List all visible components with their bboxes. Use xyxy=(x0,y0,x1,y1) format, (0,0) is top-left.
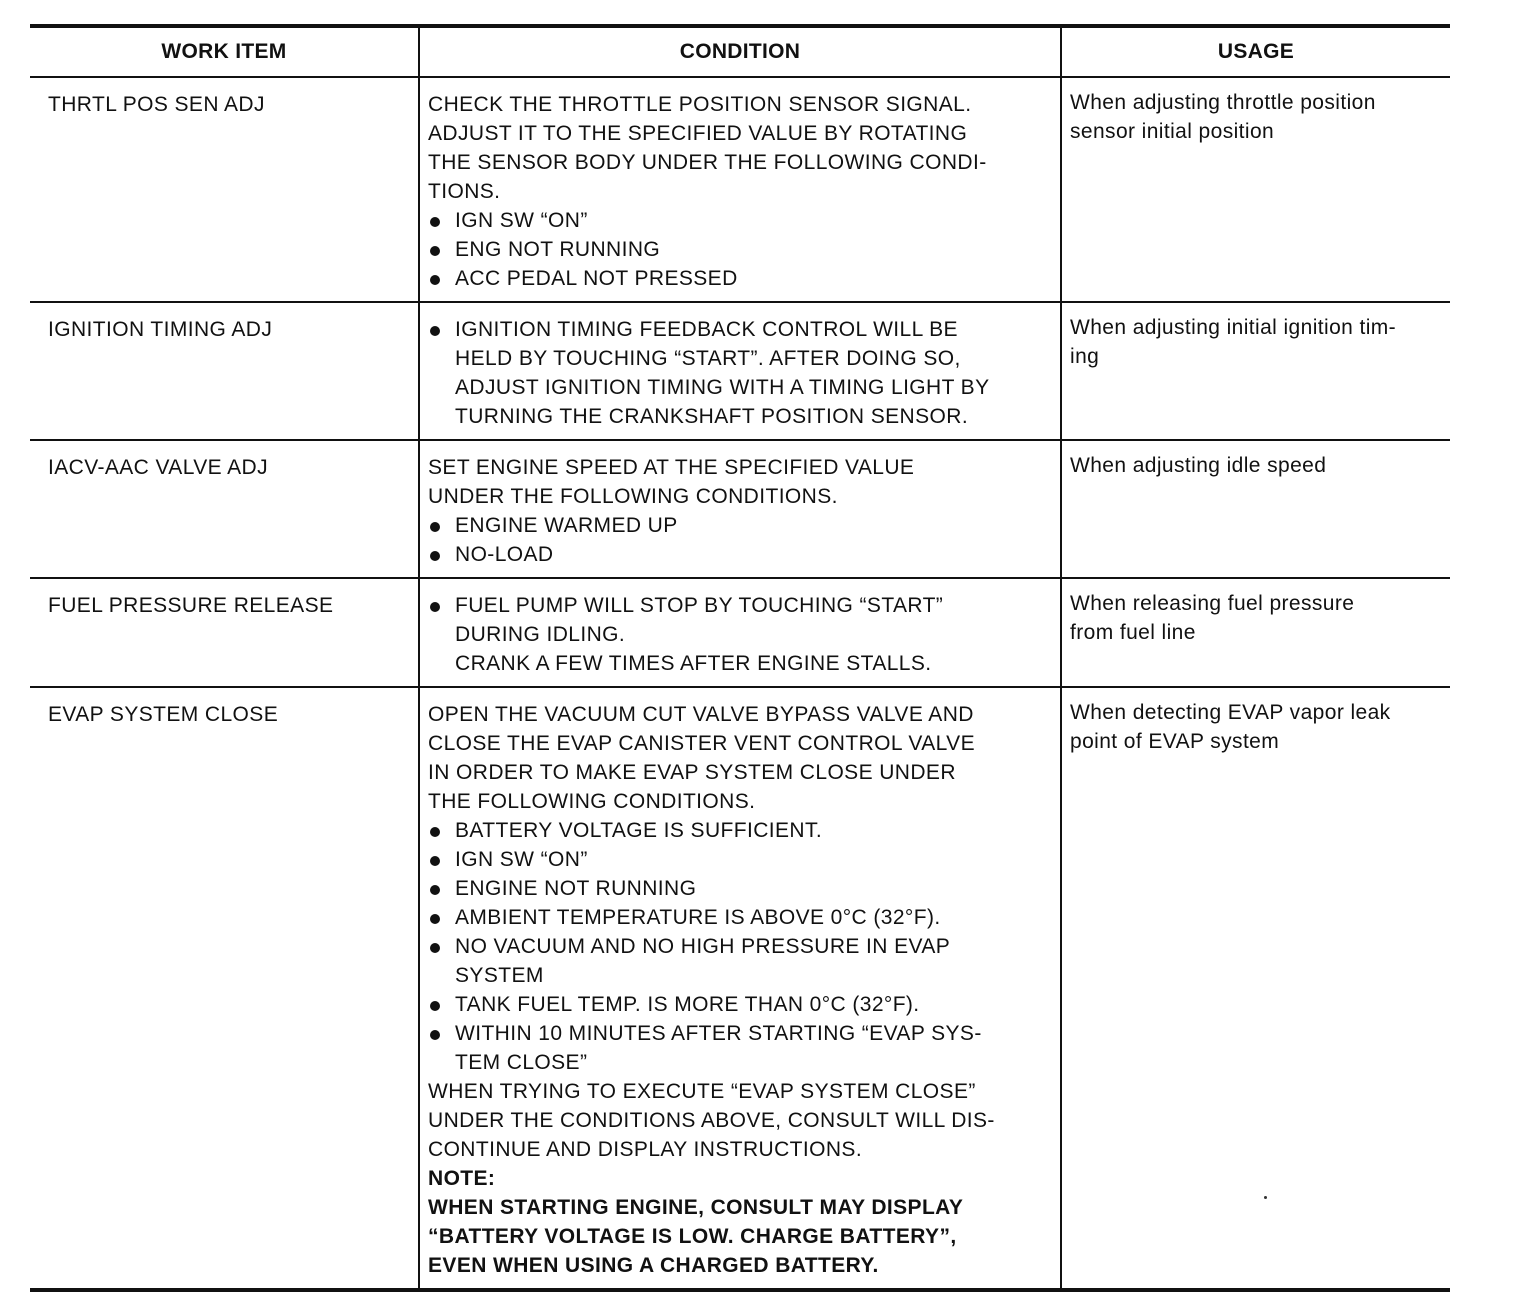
work-support-table xyxy=(30,24,1450,1292)
condition-cell xyxy=(419,302,1061,440)
usage-cell xyxy=(1061,77,1450,302)
bullet-dot-icon xyxy=(430,246,440,256)
header-row xyxy=(30,26,1450,77)
bullet-continuation xyxy=(428,620,1052,649)
bullet-text: IGNITION TIMING FEEDBACK CONTROL WILL BE xyxy=(455,318,958,341)
condition-line: TIONS. xyxy=(428,180,501,203)
bullet-text: NO-LOAD xyxy=(455,543,554,566)
condition-line: CHECK THE THROTTLE POSITION SENSOR SIGNAL. xyxy=(428,93,972,116)
usage-line: point of EVAP system xyxy=(1070,730,1280,753)
usage-line: When adjusting initial ignition tim- xyxy=(1070,316,1397,339)
bullet-dot-icon xyxy=(430,217,440,227)
work-item-cell: IGNITION TIMING ADJ xyxy=(30,302,419,440)
bullet-item xyxy=(428,206,1052,235)
bullet-text: TURNING THE CRANKSHAFT POSITION SENSOR. xyxy=(455,405,969,428)
bullet-dot-icon xyxy=(430,1001,440,1011)
bullet-text: TEM CLOSE” xyxy=(455,1051,588,1074)
bullet-dot-icon xyxy=(430,522,440,532)
bullet-item xyxy=(428,932,1052,961)
bullet-item xyxy=(428,816,1052,845)
bullet-dot-icon xyxy=(430,326,440,336)
bullet-item xyxy=(428,874,1052,903)
condition-line: ADJUST IT TO THE SPECIFIED VALUE BY ROTATING xyxy=(428,122,968,145)
bullet-text: IGN SW “ON” xyxy=(455,209,588,232)
table-row xyxy=(30,302,1450,440)
note-line: “BATTERY VOLTAGE IS LOW. CHARGE BATTERY”, xyxy=(428,1225,957,1248)
bullet-continuation xyxy=(428,649,1052,678)
bullet-continuation xyxy=(428,961,1052,990)
document-sheet xyxy=(30,24,1450,1292)
bullet-item xyxy=(428,1019,1052,1048)
bullet-dot-icon xyxy=(430,885,440,895)
table-row xyxy=(30,440,1450,578)
condition-line: IN ORDER TO MAKE EVAP SYSTEM CLOSE UNDER xyxy=(428,761,956,784)
bullet-text: SYSTEM xyxy=(455,964,544,987)
usage-cell xyxy=(1061,578,1450,687)
bullet-text: HELD BY TOUCHING “START”. AFTER DOING SO, xyxy=(455,347,961,370)
condition-line: UNDER THE FOLLOWING CONDITIONS. xyxy=(428,485,838,508)
bullet-continuation xyxy=(428,402,1052,431)
condition-cell xyxy=(419,578,1061,687)
bullet-text: ENGINE NOT RUNNING xyxy=(455,877,697,900)
header-work-item: WORK ITEM xyxy=(30,26,419,77)
bullet-text: AMBIENT TEMPERATURE IS ABOVE 0°C (32°F). xyxy=(455,906,941,929)
bullet-item xyxy=(428,845,1052,874)
bullet-dot-icon xyxy=(430,856,440,866)
work-item-cell: IACV-AAC VALVE ADJ xyxy=(30,440,419,578)
bullet-item xyxy=(428,264,1052,293)
condition-line: CLOSE THE EVAP CANISTER VENT CONTROL VALVE xyxy=(428,732,975,755)
bullet-dot-icon xyxy=(430,914,440,924)
bullet-text: ADJUST IGNITION TIMING WITH A TIMING LIGHT BY xyxy=(455,376,990,399)
bullet-item xyxy=(428,591,1052,620)
bullet-dot-icon xyxy=(430,602,440,612)
condition-cell xyxy=(419,77,1061,302)
bullet-item xyxy=(428,511,1052,540)
usage-line: When adjusting throttle position xyxy=(1070,91,1376,114)
work-item-cell: FUEL PRESSURE RELEASE xyxy=(30,578,419,687)
scan-speck xyxy=(1264,1196,1267,1199)
bullet-dot-icon xyxy=(430,943,440,953)
bullet-text: ACC PEDAL NOT PRESSED xyxy=(455,267,738,290)
bullet-text: CRANK A FEW TIMES AFTER ENGINE STALLS. xyxy=(455,652,932,675)
bullet-item xyxy=(428,540,1052,569)
usage-line: ing xyxy=(1070,345,1100,368)
bullet-text: ENG NOT RUNNING xyxy=(455,238,661,261)
bullet-text: DURING IDLING. xyxy=(455,623,626,646)
usage-line: When adjusting idle speed xyxy=(1070,454,1327,477)
bullet-text: NO VACUUM AND NO HIGH PRESSURE IN EVAP xyxy=(455,935,951,958)
note-line: NOTE: xyxy=(428,1167,496,1190)
bullet-dot-icon xyxy=(430,275,440,285)
bullet-text: BATTERY VOLTAGE IS SUFFICIENT. xyxy=(455,819,823,842)
bullet-text: ENGINE WARMED UP xyxy=(455,514,678,537)
bullet-text: FUEL PUMP WILL STOP BY TOUCHING “START” xyxy=(455,594,944,617)
bullet-text: WITHIN 10 MINUTES AFTER STARTING “EVAP SYS- xyxy=(455,1022,982,1045)
usage-cell xyxy=(1061,440,1450,578)
bullet-continuation xyxy=(428,373,1052,402)
usage-line: from fuel line xyxy=(1070,621,1196,644)
table-body xyxy=(30,77,1450,1290)
bullet-text: IGN SW “ON” xyxy=(455,848,588,871)
work-item-cell: EVAP SYSTEM CLOSE xyxy=(48,703,279,726)
bullet-item xyxy=(428,903,1052,932)
bullet-dot-icon xyxy=(430,827,440,837)
condition-line: WHEN TRYING TO EXECUTE “EVAP SYSTEM CLOSE” xyxy=(428,1080,976,1103)
table-row xyxy=(30,77,1450,302)
condition-cell xyxy=(419,687,1061,1290)
bullet-dot-icon xyxy=(430,551,440,561)
usage-cell xyxy=(1061,687,1450,1290)
usage-line: When releasing fuel pressure xyxy=(1070,592,1355,615)
bullet-continuation xyxy=(428,344,1052,373)
condition-line: CONTINUE AND DISPLAY INSTRUCTIONS. xyxy=(428,1138,863,1161)
usage-cell xyxy=(1061,302,1450,440)
bullet-continuation xyxy=(428,1048,1052,1077)
bullet-item xyxy=(428,990,1052,1019)
condition-line: THE SENSOR BODY UNDER THE FOLLOWING CONDI- xyxy=(428,151,987,174)
work-item-cell: THRTL POS SEN ADJ xyxy=(30,77,419,302)
bullet-item xyxy=(428,315,1052,344)
condition-line: UNDER THE CONDITIONS ABOVE, CONSULT WILL DIS- xyxy=(428,1109,995,1132)
condition-line: OPEN THE VACUUM CUT VALVE BYPASS VALVE AND xyxy=(428,703,974,726)
usage-line: When detecting EVAP vapor leak xyxy=(1070,701,1391,724)
bullet-text: TANK FUEL TEMP. IS MORE THAN 0°C (32°F). xyxy=(455,993,920,1016)
table-row xyxy=(30,578,1450,687)
bullet-item xyxy=(428,235,1052,264)
table-row xyxy=(30,687,1450,1290)
bullet-dot-icon xyxy=(430,1030,440,1040)
note-line: WHEN STARTING ENGINE, CONSULT MAY DISPLAY xyxy=(428,1196,964,1219)
condition-line: THE FOLLOWING CONDITIONS. xyxy=(428,790,756,813)
header-usage: USAGE xyxy=(1061,26,1450,77)
header-condition: CONDITION xyxy=(419,26,1061,77)
note-line: EVEN WHEN USING A CHARGED BATTERY. xyxy=(428,1254,879,1277)
condition-line: SET ENGINE SPEED AT THE SPECIFIED VALUE xyxy=(428,456,915,479)
condition-cell xyxy=(419,440,1061,578)
usage-line: sensor initial position xyxy=(1070,120,1275,143)
